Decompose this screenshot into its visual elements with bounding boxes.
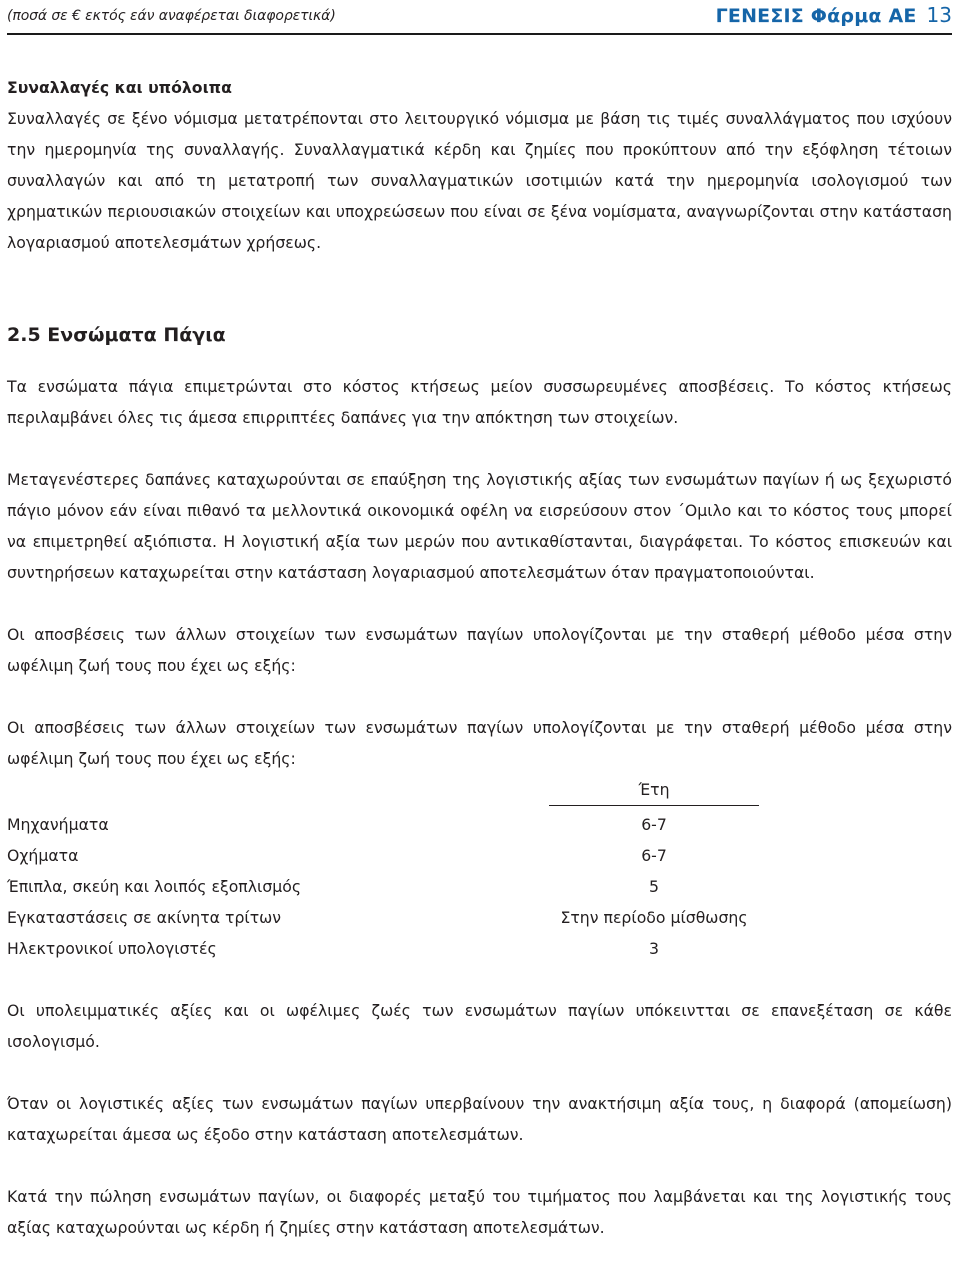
fx-paragraph: Συναλλαγές σε ξένο νόμισμα μετατρέπονται στο λειτουργικό νόμισμα με βάση τις τιμές συναλλάγματος που ισχύουν την ημερομηνία της συναλλαγής. Συναλλαγματικά κέρδη και ζημίες που προκύπτουν από την εξόφληση τέτοιων συναλλαγών και από τη μετατροπή των συναλλαγματικών ισοτιμιών κατά την ημερομηνία ισολογισμού των χρηματικών περιουσιακών στοιχείων και υποχρεώσεων που είναι σε ξένα νομίσματα, αναγνωρίζονται στην κατάσταση λογαριασμού αποτελεσμάτων χρήσεως.	[7, 109, 952, 252]
paragraph-cost: Τα ενσώματα πάγια επιμετρώνται στο κόστος κτήσεως μείον συσσωρευμένες αποσβέσεις. Το κόστος κτήσεως περιλαμβάνει όλες τις άμεσα επιρριπτέες δαπάνες για την απόκτηση των στοιχείων.	[7, 377, 952, 427]
asset-years: 6-7	[641, 846, 667, 865]
useful-life-table	[7, 774, 759, 964]
paragraph-depreciation-1: Οι αποσβέσεις των άλλων στοιχείων των ενσωμάτων παγίων υπολογίζονται με την σταθερή μέθοδο μέσα στην ωφέλιμη ζωή τους που έχει ως εξής:	[7, 625, 952, 675]
table-row	[7, 871, 759, 902]
asset-years: 5	[649, 877, 659, 896]
paragraph-disposal: Κατά την πώληση ενσωμάτων παγίων, οι διαφορές μεταξύ του τιμήματος που λαμβάνεται και της λογιστικής τους αξίας καταχωρούνται ως κέρδη ή ζημίες στην κατάσταση αποτελεσμάτων.	[7, 1187, 952, 1237]
table-row	[7, 809, 759, 840]
header-company-block	[716, 3, 952, 27]
company-name: ΓΕΝΕΣΙΣ Φάρμα ΑΕ	[715, 5, 917, 27]
table-row	[7, 840, 759, 871]
section-title: 2.5 Ενσώματα Πάγια	[7, 324, 226, 346]
asset-years: 3	[649, 939, 659, 958]
page-header	[0, 0, 960, 32]
paragraph-subsequent-costs: Μεταγενέστερες δαπάνες καταχωρούνται σε επαύξηση της λογιστικής αξίας των ενσωμάτων παγίων ή ως ξεχωριστό πάγιο μόνον εάν είναι πιθανό τα μελλοντικά οικονομικά οφέλη να εισρεύσουν στον ΄Ομιλο και το κόστος τους μπορεί να επιμετρηθεί αξιόπιστα. Η λογιστική αξία των μερών που αντικαθίστανται, διαγράφεται. Το κόστος επισκευών και συντηρήσεων καταχωρείται στην κατάσταση λογαριασμού αποτελεσμάτων όταν πραγματοποιούνται.	[7, 470, 952, 582]
paragraph-depreciation-2: Οι αποσβέσεις των άλλων στοιχείων των ενσωμάτων παγίων υπολογίζονται με την σταθερή μέθοδο μέσα στην ωφέλιμη ζωή τους που έχει ως εξής:	[7, 718, 952, 768]
document-body	[7, 72, 952, 1243]
table-row	[7, 902, 759, 933]
asset-name: Μηχανήματα	[7, 815, 109, 834]
header-rule	[7, 33, 952, 35]
currency-note: (ποσά σε € εκτός εάν αναφέρεται διαφορετικά)	[7, 8, 336, 24]
years-header: Έτη	[549, 774, 759, 806]
asset-name: Ηλεκτρονικοί υπολογιστές	[7, 939, 217, 958]
paragraph-impairment: Όταν οι λογιστικές αξίες των ενσωμάτων παγίων υπερβαίνουν την ανακτήσιμη αξία τους, η διαφορά (απομείωση) καταχωρείται άμεσα ως έξοδο στην κατάσταση αποτελεσμάτων.	[7, 1094, 952, 1144]
asset-name: Έπιπλα, σκεύη και λοιπός εξοπλισμός	[7, 877, 302, 896]
asset-name: Εγκαταστάσεις σε ακίνητα τρίτων	[7, 908, 282, 927]
asset-years: Στην περίοδο μίσθωσης	[560, 908, 748, 927]
asset-header-cell	[7, 774, 549, 806]
page-number: 13	[926, 3, 952, 27]
useful-life-header-row	[7, 774, 759, 806]
table-row	[7, 933, 759, 964]
asset-name: Οχήματα	[7, 846, 79, 865]
asset-years: 6-7	[641, 815, 667, 834]
fx-heading: Συναλλαγές και υπόλοιπα	[7, 78, 232, 97]
paragraph-residual-values: Οι υπολειμματικές αξίες και οι ωφέλιμες ζωές των ενσωμάτων παγίων υπόκειντται σε επανεξέταση σε κάθε ισολογισμό.	[7, 1001, 952, 1051]
